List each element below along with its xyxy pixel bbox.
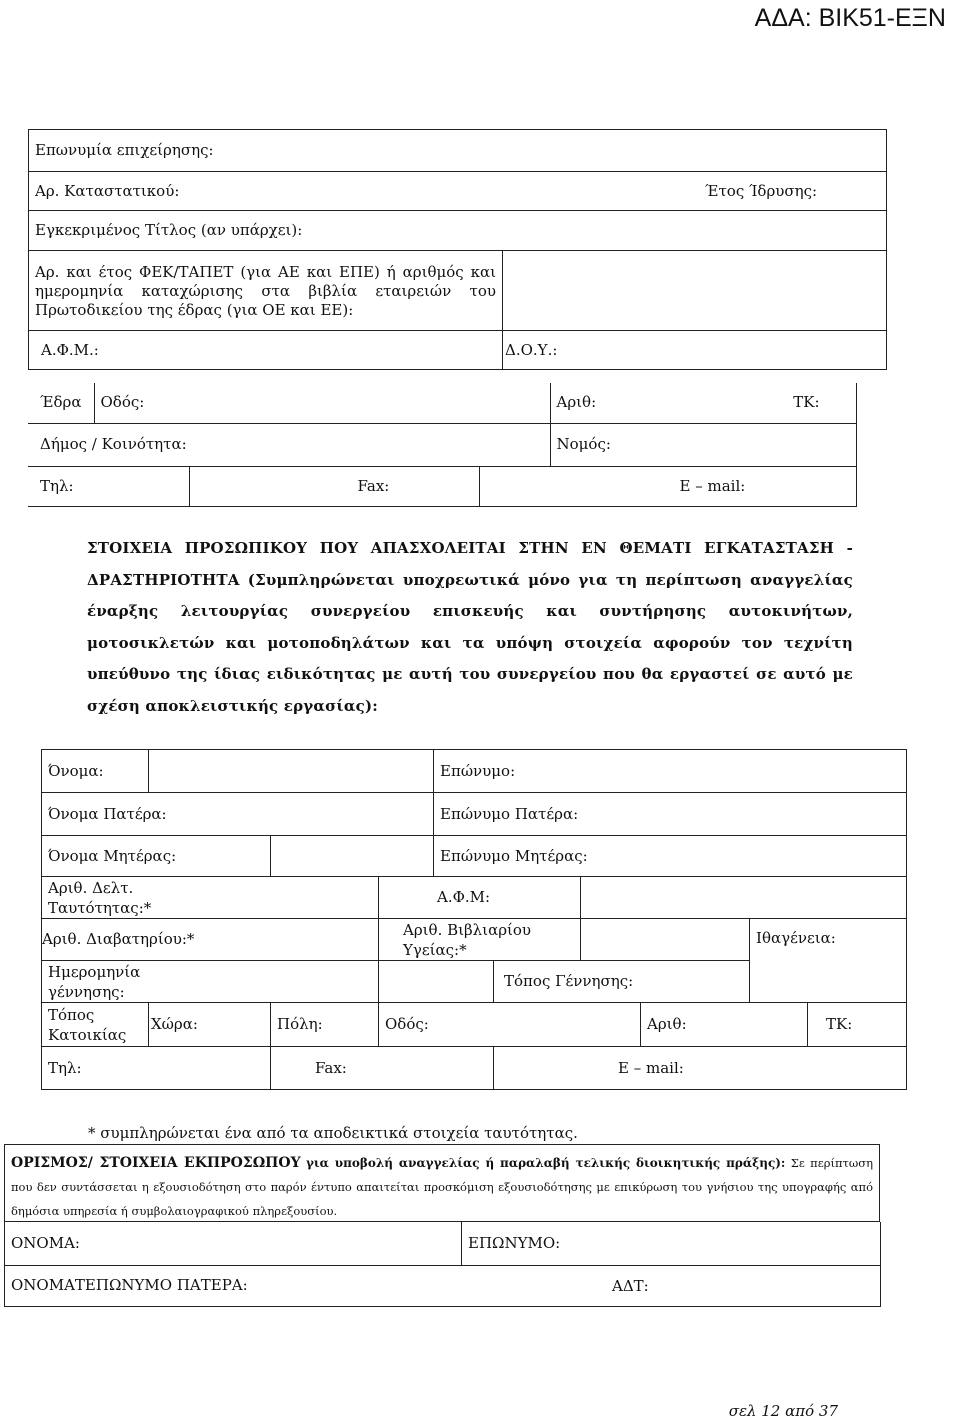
seat-fax-label: Fax:	[357, 476, 390, 495]
mother-name-field[interactable]	[42, 836, 271, 877]
residence-number-label: Αριθ:	[647, 1015, 687, 1033]
last-name-field[interactable]	[434, 750, 907, 793]
seat-zip-field[interactable]	[755, 383, 856, 423]
seat-number-field[interactable]	[550, 383, 755, 423]
country-field[interactable]	[149, 1003, 271, 1047]
statute-field[interactable]	[29, 172, 887, 211]
representative-title: ΟΡΙΣΜΟΣ/ ΣΤΟΙΧΕΙΑ ΕΚΠΡΟΣΩΠΟΥ	[11, 1155, 301, 1171]
seat-table	[28, 383, 857, 507]
seat-phone-label: Τηλ:	[40, 476, 74, 495]
first-name-label-cell	[42, 750, 149, 793]
page-number: σελ 12 από 37	[728, 1402, 838, 1420]
founding-year-label: Έτος Ίδρυσης:	[705, 182, 818, 200]
representative-table	[4, 1222, 881, 1307]
father-surname-label: Επώνυμο Πατέρα:	[440, 804, 579, 823]
first-name-field[interactable]	[149, 750, 434, 793]
mother-surname-field[interactable]	[434, 836, 907, 877]
seat-street-label: Οδός:	[100, 393, 145, 412]
birth-place-field[interactable]	[494, 961, 750, 1003]
residence-street-label: Οδός:	[385, 1015, 429, 1033]
citizenship-field[interactable]	[750, 919, 907, 1003]
person-phone-label: Τηλ:	[48, 1058, 82, 1077]
seat-street-field[interactable]	[94, 383, 550, 423]
residence-zip-label: ΤΚ:	[826, 1015, 853, 1033]
id-card-field[interactable]	[42, 877, 379, 919]
passport-field[interactable]	[42, 919, 379, 961]
passport-value[interactable]	[581, 919, 750, 961]
first-name-label: Όνομα:	[48, 761, 104, 780]
rep-name-field[interactable]	[5, 1222, 462, 1265]
id-card-label-2: Ταυτότητας:*	[48, 898, 152, 917]
seat-zip-label: ΤΚ:	[793, 393, 820, 412]
doy-field[interactable]	[503, 331, 887, 370]
seat-number-label: Αριθ:	[556, 393, 597, 412]
person-email-label: E – mail:	[618, 1058, 684, 1077]
company-name-field[interactable]	[29, 130, 887, 172]
registration-line-1: Αρ. και έτος ΦΕΚ/ΤΑΠΕΤ (για ΑΕ και ΕΠΕ) ή αριθμός και	[35, 262, 496, 281]
staff-heading: ΣΤΟΙΧΕΙΑ ΠΡΟΣΩΠΙΚΟΥ ΠΟΥ ΑΠΑΣΧΟΛΕΙΤΑΙ ΣΤΗΝ ΕΝ ΘΕΜΑΤΙ ΕΓΚΑΤΑΣΤΑΣΗ - ΔΡΑΣΤΗΡΙΟΤΗΤΑ (Συμπληρώνεται υποχρεωτικά μόνο για τη περίπτωση αναγγελίας έναρξης λειτουργίας συνεργείου επισκευής και συντήρησης αυτοκινήτων, μοτοσικλετών και μοτοποδηλάτων και τα υπόψη στοιχεία αφορούν τον τεχνίτη υπεύθυνο της ίδιας ειδικότητας με αυτή του συνεργείου που θα εργαστεί σε αυτό με σχέση αποκλειστικής εργασίας):	[87, 539, 853, 715]
city-label: Πόλη:	[277, 1015, 323, 1033]
afm-label: Α.Φ.Μ.:	[41, 340, 99, 359]
person-table	[41, 749, 907, 1090]
identity-note: * συμπληρώνεται ένα από τα αποδεικτικά στοιχεία ταυτότητας.	[88, 1124, 578, 1142]
birth-date-label-2: γέννησης:	[48, 982, 125, 1001]
doy-label: Δ.Ο.Υ.:	[505, 340, 558, 359]
father-name-field[interactable]	[42, 793, 434, 836]
residence-label-cell	[42, 1003, 149, 1047]
rep-name-label: ΟΝΟΜΑ:	[11, 1233, 80, 1252]
seat-label-cell	[28, 383, 94, 423]
registration-value[interactable]	[503, 251, 887, 331]
rep-father-field[interactable]	[5, 1265, 881, 1306]
seat-email-field[interactable]	[479, 466, 856, 506]
residence-number-field[interactable]	[641, 1003, 808, 1047]
country-label: Χώρα:	[151, 1015, 198, 1033]
ada-code: ΑΔΑ: ΒΙΚ51-ΕΞΝ	[754, 4, 946, 32]
citizenship-label: Ιθαγένεια:	[756, 929, 836, 947]
mother-name-label: Όνομα Μητέρας:	[48, 846, 177, 865]
rep-surname-label: ΕΠΩΝΥΜΟ:	[468, 1233, 561, 1252]
id-card-label-1: Αριθ. Δελτ.	[48, 878, 134, 897]
rep-id-label: ΑΔΤ:	[612, 1276, 649, 1295]
person-email-field[interactable]	[494, 1047, 907, 1090]
approved-title-field[interactable]	[29, 211, 887, 251]
registration-field[interactable]	[29, 251, 503, 331]
birth-date-label-1: Ημερομηνία	[48, 962, 141, 981]
municipality-label: Δήμος / Κοινότητα:	[40, 435, 187, 453]
father-name-label: Όνομα Πατέρα:	[48, 804, 167, 823]
approved-title-label: Εγκεκριμένος Τίτλος (αν υπάρχει):	[35, 221, 303, 239]
company-table	[28, 129, 887, 370]
residence-street-field[interactable]	[379, 1003, 641, 1047]
residence-label-2: Κατοικίας	[48, 1025, 127, 1044]
city-field[interactable]	[271, 1003, 379, 1047]
company-name-label: Επωνυμία επιχείρησης:	[35, 141, 214, 159]
person-afm-label: Α.Φ.Μ:	[437, 888, 491, 906]
person-afm-field[interactable]	[379, 877, 581, 919]
seat-fax-field[interactable]	[189, 466, 479, 506]
afm-field[interactable]	[29, 331, 503, 370]
seat-phone-field[interactable]	[28, 466, 189, 506]
health-book-label-2: Υγείας:*	[403, 940, 467, 959]
birth-place-label: Τόπος Γέννησης:	[504, 972, 634, 990]
seat-email-label: E – mail:	[679, 476, 746, 495]
prefecture-field[interactable]	[550, 423, 856, 466]
municipality-field[interactable]	[28, 423, 550, 466]
birth-date-field[interactable]	[42, 961, 379, 1003]
person-fax-field[interactable]	[271, 1047, 494, 1090]
seat-label: Έδρα	[40, 393, 82, 412]
representative-text: Σε περίπτωση που δεν συντάσσεται η εξουσιοδότηση στο παρόν έντυπο απαιτείται προσκόμιση εξουσιοδότησης με επικύρωση του γνήσιου της υπογραφής από δημόσια υπηρεσία ή συμβολαιογραφικού πληρεξουσίου.	[11, 1156, 874, 1218]
mother-name-value[interactable]	[271, 836, 434, 877]
statute-label: Αρ. Καταστατικού:	[35, 181, 180, 200]
representative-intro	[4, 1144, 880, 1222]
person-fax-label: Fax:	[315, 1058, 347, 1077]
representative-subtitle: για υποβολή αναγγελίας ή παραλαβή τελικής διοικητικής πράξης):	[305, 1156, 786, 1170]
father-surname-field[interactable]	[434, 793, 907, 836]
last-name-label: Επώνυμο:	[440, 761, 516, 780]
health-book-field[interactable]	[379, 919, 581, 961]
registration-line-3: Πρωτοδικείου της έδρας (για ΟΕ και ΕΕ):	[35, 300, 354, 319]
health-book-label-1: Αριθ. Βιβλιαρίου	[403, 920, 532, 939]
rep-surname-field[interactable]	[462, 1222, 881, 1265]
registration-line-2: ημερομηνία καταχώρισης στα βιβλία εταιρειών του	[35, 281, 496, 300]
birth-date-value[interactable]	[379, 961, 494, 1003]
residence-zip-field[interactable]	[808, 1003, 907, 1047]
rep-father-label: ΟΝΟΜΑΤΕΠΩΝΥΜΟ ΠΑΤΕΡΑ:	[11, 1276, 248, 1294]
mother-surname-label: Επώνυμο Μητέρας:	[440, 846, 588, 865]
prefecture-label: Νομός:	[556, 435, 611, 453]
passport-label: Αριθ. Διαβατηρίου:*	[42, 930, 195, 948]
id-card-value[interactable]	[581, 877, 907, 919]
residence-label-1: Τόπος	[48, 1005, 95, 1024]
person-phone-field[interactable]	[42, 1047, 271, 1090]
